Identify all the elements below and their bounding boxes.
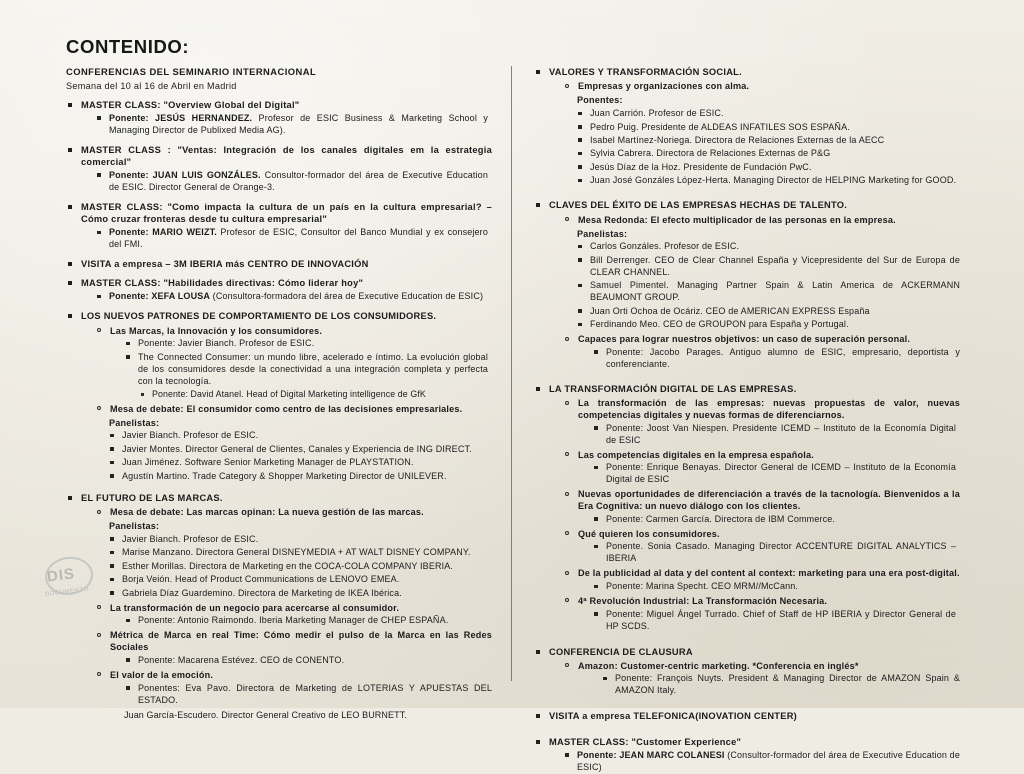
list-item xyxy=(534,736,964,774)
speaker-desc: Ponente: Marina Specht. CEO MRM//McCann. xyxy=(606,581,799,592)
sublist xyxy=(94,170,492,194)
square-bullet-icon xyxy=(578,245,582,249)
speaker-name: Isabel Martínez-Noriega. Directora de Relaciones Externas de la AECC xyxy=(590,134,885,145)
panelist-name: Carlos Gonzáles. Profesor de ESIC. xyxy=(590,241,740,252)
stamp-text: DIS xyxy=(46,565,76,586)
section-label: LA TRANSFORMACIÓN DIGITAL DE LAS EMPRESAS. xyxy=(549,383,797,394)
square-bullet-icon xyxy=(578,165,582,169)
square-bullet-icon xyxy=(68,314,72,318)
list-item xyxy=(534,710,964,722)
list-item xyxy=(591,514,960,526)
speaker-name: Ponente: JUAN LUIS GONZÁLES. xyxy=(109,169,261,180)
list-item xyxy=(94,325,492,401)
item-label: Métrica de Marca en real Time: Cómo medir el pulso de la Marca en las Redes Sociales xyxy=(110,630,492,653)
square-bullet-icon xyxy=(126,355,130,359)
speaker-desc: Ponente: Jacobo Parages. Antiguo alumno de ESIC, empresario, deportista y conferenciante. xyxy=(606,346,960,369)
list-item xyxy=(107,471,492,483)
list-item xyxy=(562,488,964,526)
circle-bullet-icon xyxy=(565,598,569,602)
item-label: Mesa de debate: El consumidor como centro de las decisiones empresariales. xyxy=(110,403,463,414)
speaker-name: Juan Carrión. Profesor de ESIC. xyxy=(590,108,724,119)
list-item xyxy=(94,113,492,137)
circle-bullet-icon xyxy=(97,510,101,514)
list-item xyxy=(591,541,960,565)
panelist-name: Gabriela Díaz Guardemino. Directora de Marketing de IKEA Ibérica. xyxy=(122,587,402,598)
list-item xyxy=(66,258,496,270)
speaker-desc: Profesor de ESIC, Consultor del Banco Mundial y ex consejero del FMI. xyxy=(109,227,488,250)
square-bullet-icon xyxy=(578,138,582,142)
circle-bullet-icon xyxy=(565,531,569,535)
square-bullet-icon xyxy=(578,152,582,156)
square-bullet-icon xyxy=(68,262,72,266)
square-bullet-icon xyxy=(536,203,540,207)
panelists-label: Panelistas: xyxy=(109,417,160,428)
speaker-desc: Ponente: David Atanel. Head of Digital Marketing intelligence de GfK xyxy=(152,389,426,400)
square-bullet-icon xyxy=(603,677,607,681)
item-label: 4ª Revolución Industrial: La Transformación Necesaria. xyxy=(578,595,828,606)
list-item xyxy=(94,629,496,667)
square-bullet-icon xyxy=(110,551,114,555)
panelist-name: Agustín Martino. Trade Category & Shopper Marketing Director de UNILEVER. xyxy=(122,470,447,481)
item-label: Mesa Redonda: El efecto multiplicador de las personas en la empresa. xyxy=(578,214,896,225)
list-item xyxy=(107,561,496,573)
panelists-label: Panelistas: xyxy=(577,228,628,239)
list-item xyxy=(562,80,964,92)
speaker-desc: Ponentes: Eva Pavo. Directora de Marketing de LOTERIAS Y APUESTAS DEL ESTADO. xyxy=(138,682,492,705)
square-bullet-icon xyxy=(536,387,540,391)
list-item xyxy=(107,457,492,469)
square-bullet-icon xyxy=(110,447,114,451)
speaker-name: Ponente: MARIO WEIZT. xyxy=(109,227,217,238)
circle-bullet-icon xyxy=(565,571,569,575)
sublist xyxy=(562,80,964,92)
sublist xyxy=(94,506,496,518)
list-item xyxy=(591,462,960,486)
square-bullet-icon xyxy=(110,537,114,541)
list-item xyxy=(575,280,964,304)
list-item xyxy=(123,683,496,707)
square-bullet-icon xyxy=(578,112,582,116)
sublist xyxy=(94,291,492,303)
item-label: VISITA a empresa – 3M IBERIA más CENTRO DE INNOVACIÓN xyxy=(81,259,369,270)
square-bullet-icon xyxy=(565,753,569,757)
item-label: Mesa de debate: Las marcas opinan: La nueva gestión de las marcas. xyxy=(110,507,424,518)
circle-bullet-icon xyxy=(565,452,569,456)
panelists-label: Panelistas: xyxy=(109,521,160,532)
column-divider xyxy=(511,66,512,681)
list-item xyxy=(562,595,964,633)
content-columns xyxy=(66,66,970,772)
speaker-desc: Ponente: Javier Bianch. Profesor de ESIC. xyxy=(138,338,315,349)
list-item xyxy=(562,750,964,774)
panelist-name: Borja Veión. Head of Product Communications de LENOVO EMEA. xyxy=(122,574,400,585)
sublist xyxy=(123,615,496,627)
list-item xyxy=(562,214,964,226)
ponentes-list xyxy=(575,108,964,187)
list-item xyxy=(562,397,964,447)
item-label: La transformación de un negocio para acercarse al consumidor. xyxy=(110,602,400,613)
list-item xyxy=(94,602,496,628)
sublist xyxy=(123,338,492,401)
speaker-desc: Ponente: Macarena Estévez. CEO de CONENTO. xyxy=(138,654,345,665)
right-column xyxy=(534,66,964,774)
speaker-desc: Ponente: Miguel Ángel Turrado. Chief of Staff de HP IBERIA y Director General de HP SCDS. xyxy=(606,608,956,631)
sublist xyxy=(591,423,960,447)
list-item xyxy=(591,581,960,593)
list-item xyxy=(66,492,496,723)
speaker-name: Ponente: XEFA LOUSA xyxy=(109,291,211,302)
square-bullet-icon xyxy=(578,179,582,183)
speaker-desc: (Consultor-formador del área de Executive Education de ESIC) xyxy=(577,749,960,772)
left-column xyxy=(66,66,496,722)
square-bullet-icon xyxy=(594,350,598,354)
square-bullet-icon xyxy=(536,650,540,654)
panelist-name: Javier Bianch. Profesor de ESIC. xyxy=(122,533,259,544)
list-item xyxy=(123,655,492,667)
item-label: VISITA a empresa TELEFONICA(INOVATION CENTER) xyxy=(549,711,798,722)
square-bullet-icon xyxy=(594,517,598,521)
section-label: EL FUTURO DE LAS MARCAS. xyxy=(81,492,223,503)
circle-bullet-icon xyxy=(97,328,101,332)
list-item xyxy=(575,108,964,120)
square-bullet-icon xyxy=(126,619,130,623)
item-label: Nuevas oportunidades de diferenciación a través de la tacnología. Bienvenidos a la Era Cognitiva: un nuevo diálogo con los clientes. xyxy=(578,489,960,512)
panelist-name: Samuel Pimentel. Managing Partner Spain & Latin America de ACKERMANN BEAUMONT GROUP. xyxy=(590,280,960,303)
square-bullet-icon xyxy=(578,323,582,327)
sublist xyxy=(562,333,964,371)
square-bullet-icon xyxy=(578,309,582,313)
section-label: LOS NUEVOS PATRONES DE COMPORTAMIENTO DE LOS CONSUMIDORES. xyxy=(81,311,437,322)
item-label: MASTER CLASS: "Customer Experience" xyxy=(549,736,742,747)
list-item xyxy=(575,306,964,318)
sublist xyxy=(591,541,960,565)
sublist xyxy=(94,113,492,137)
speaker-desc: Ponente: Enrique Benayas. Director General de ICEMD – Instituto de la Economía Digital de ESIC xyxy=(606,462,956,485)
ponentes-label: Ponentes: xyxy=(577,95,623,106)
sublist xyxy=(591,609,960,633)
sublist xyxy=(123,683,496,707)
square-bullet-icon xyxy=(126,686,130,690)
list-item xyxy=(66,277,496,303)
sublist xyxy=(591,581,960,593)
list-item xyxy=(107,444,492,456)
panelist-name: Javier Montes. Director General de Clientes, Canales y Experiencia de ING DIRECT. xyxy=(122,443,472,454)
list-item xyxy=(562,660,964,698)
speaker-name: Ponente: JESÚS HERNANDEZ. xyxy=(109,112,253,123)
list-item xyxy=(94,291,492,303)
seminar-subhead: CONFERENCIAS DEL SEMINARIO INTERNACIONAL xyxy=(66,66,317,77)
list-item xyxy=(94,669,496,707)
speaker-desc: Ponente: Antonio Raimondo. Iberia Marketing Manager de CHEP ESPAÑA. xyxy=(138,615,449,626)
item-label: Qué quieren los consumidores. xyxy=(578,528,720,539)
list-item xyxy=(66,99,496,137)
item-label: La transformación de las empresas: nuevas propuestas de valor, nuevas competencias digitales y nuevas formas de diferenciarnos. xyxy=(578,398,960,421)
seminar-dates: Semana del 10 al 16 de Abril en Madrid xyxy=(66,80,237,91)
panelist-name: Juan Jiménez. Software Senior Marketing Manager de PLAYSTATION. xyxy=(122,457,414,468)
circle-bullet-icon xyxy=(565,337,569,341)
circle-bullet-icon xyxy=(97,605,101,609)
sublist xyxy=(94,227,492,251)
list-item xyxy=(534,66,964,187)
section-label: VALORES Y TRANSFORMACIÓN SOCIAL. xyxy=(549,67,742,77)
list-item xyxy=(534,199,964,370)
item-label: El valor de la emoción. xyxy=(110,669,214,680)
page-title: CONTENIDO: xyxy=(66,36,190,57)
item-label: MASTER CLASS: "Habilidades directivas: Cómo liderar hoy" xyxy=(81,278,364,289)
square-bullet-icon xyxy=(97,295,101,299)
list-item xyxy=(66,201,496,251)
circle-bullet-icon xyxy=(97,672,101,676)
speaker-name: Ponente: JEAN MARC COLANESI xyxy=(577,749,725,760)
list-item xyxy=(107,430,492,442)
list-item xyxy=(562,567,964,593)
list-item xyxy=(123,352,492,401)
speaker-name: Sylvia Cabrera. Directora de Relaciones Externas de P&G xyxy=(590,148,831,159)
item-label: MASTER CLASS : "Ventas: Integración de los canales digitales em la estrategia comercial" xyxy=(81,144,492,168)
square-bullet-icon xyxy=(68,205,72,209)
circle-bullet-icon xyxy=(97,406,101,410)
list-item xyxy=(107,588,496,600)
list-item xyxy=(575,241,964,253)
stamp-subtext: DOCUMENTO xyxy=(44,586,89,598)
square-bullet-icon xyxy=(68,148,72,152)
list-item xyxy=(138,389,488,401)
list-item xyxy=(66,144,496,194)
list-item xyxy=(123,615,496,627)
item-label: Empresas y organizaciones con alma. xyxy=(578,81,750,92)
square-bullet-icon xyxy=(594,612,598,616)
list-item xyxy=(591,609,960,633)
list-item xyxy=(94,403,492,415)
sublist xyxy=(94,325,492,415)
speaker-name: Juan José Gonzáles López-Herta. Managing Director de HELPING Marketing for GOOD. xyxy=(590,175,957,186)
list-item xyxy=(575,175,964,187)
sublist xyxy=(138,389,488,401)
list-item xyxy=(107,534,496,546)
square-bullet-icon xyxy=(97,231,101,235)
speaker-name: Pedro Puig. Presidente de ALDEAS INFATILES SOS ESPAÑA. xyxy=(590,121,850,132)
right-list xyxy=(534,66,964,774)
square-bullet-icon xyxy=(578,125,582,129)
square-bullet-icon xyxy=(126,658,130,662)
square-bullet-icon xyxy=(97,116,101,120)
list-item xyxy=(94,170,492,194)
list-item xyxy=(534,646,964,698)
circle-bullet-icon xyxy=(565,492,569,496)
list-item xyxy=(575,162,964,174)
list-item xyxy=(575,255,964,279)
square-bullet-icon xyxy=(68,103,72,107)
list-item xyxy=(575,319,964,331)
square-bullet-icon xyxy=(536,714,540,718)
sublist xyxy=(562,750,964,774)
list-item xyxy=(575,148,964,160)
square-bullet-icon xyxy=(97,173,101,177)
sublist xyxy=(562,660,964,698)
square-bullet-icon xyxy=(110,564,114,568)
square-bullet-icon xyxy=(68,496,72,500)
item-label: MASTER CLASS: "Overview Global del Digital" xyxy=(81,99,300,110)
panelist-name: Juan Orti Ochoa de Ocáriz. CEO de AMERICAN EXPRESS España xyxy=(590,305,870,316)
square-bullet-icon xyxy=(594,545,598,549)
speaker-desc: Profesor de ESIC Business & Marketing School y Managing Director de Publixed Media AG). xyxy=(109,112,488,135)
speaker-desc: Ponente. Sonia Casado. Managing Director ACCENTURE DIGITAL ANALYTICS – IBERIA xyxy=(606,541,956,564)
list-item xyxy=(562,528,964,566)
panelists-list xyxy=(575,241,964,331)
speaker-desc: Ponente: Carmen García. Directora de IBM Commerce. xyxy=(606,513,836,524)
panelists-list xyxy=(107,534,496,600)
item-label: Las competencias digitales en la empresa española. xyxy=(578,449,814,460)
list-item xyxy=(591,347,964,371)
panelists-list xyxy=(107,430,492,482)
sublist xyxy=(591,514,960,526)
speaker-desc: Consultor-formador del área de Executive Education de ESIC. Director General de Orange-3. xyxy=(109,169,488,192)
item-label: Las Marcas, la Innovación y los consumidores. xyxy=(110,325,323,336)
list-item xyxy=(107,574,496,586)
square-bullet-icon xyxy=(578,258,582,262)
list-item xyxy=(94,506,496,518)
sublist xyxy=(94,602,496,707)
extra-speaker: Juan García-Escudero. Director General Creativo de LEO BURNETT. xyxy=(124,710,407,721)
panelist-name: Ferdinando Meo. CEO de GROUPON para España y Portugal. xyxy=(590,319,849,330)
circle-bullet-icon xyxy=(565,84,569,88)
sublist xyxy=(562,397,964,632)
circle-bullet-icon xyxy=(565,663,569,667)
list-item xyxy=(575,122,964,134)
panelist-name: Marise Manzano. Directora General DISNEYMEDIA + AT WALT DISNEY COMPANY. xyxy=(122,547,471,558)
speaker-desc: Ponente: Joost Van Niespen. Presidente ICEMD – Instituto de la Economía Digital de ESIC xyxy=(606,422,956,445)
circle-bullet-icon xyxy=(97,633,101,637)
section-label: CLAVES DEL ÉXITO DE LAS EMPRESAS HECHAS DE TALENTO. xyxy=(549,200,848,211)
list-item xyxy=(575,135,964,147)
circle-bullet-icon xyxy=(565,217,569,221)
square-bullet-icon xyxy=(141,393,144,396)
square-bullet-icon xyxy=(126,342,130,346)
sublist xyxy=(600,673,964,697)
item-desc: The Connected Consumer: un mundo libre, acelerado e íntimo. La evolución global de los consumidores desde la conectividad a una integración completa y perfecta con la tecnología. xyxy=(138,351,488,386)
left-list xyxy=(66,99,496,722)
square-bullet-icon xyxy=(68,281,72,285)
sublist xyxy=(123,655,492,667)
panelist-name: Javier Bianch. Profesor de ESIC. xyxy=(122,430,259,441)
square-bullet-icon xyxy=(578,284,582,288)
item-label: MASTER CLASS: "Como impacta la cultura de un país en la cultura empresarial? – Cómo cruzar fronteras desde tu cultura empresarial" xyxy=(81,201,492,225)
square-bullet-icon xyxy=(536,70,540,74)
section-label: CONFERENCIA DE CLAUSURA xyxy=(549,646,693,657)
sublist xyxy=(591,462,960,486)
item-label: Capaces para lograr nuestros objetivos: un caso de superación personal. xyxy=(578,334,911,345)
list-item xyxy=(562,333,964,371)
square-bullet-icon xyxy=(536,740,540,744)
list-item xyxy=(591,423,960,447)
item-label: De la publicidad al data y del content al context: marketing para una era post-digital. xyxy=(578,568,960,579)
sublist xyxy=(562,214,964,226)
list-item xyxy=(94,227,492,251)
speaker-desc: Ponente: François Nuyts. President & Managing Director de AMAZON Spain & AMAZON Italy. xyxy=(615,673,960,696)
square-bullet-icon xyxy=(110,474,114,478)
square-bullet-icon xyxy=(594,585,598,589)
list-item xyxy=(123,338,492,350)
square-bullet-icon xyxy=(110,591,114,595)
square-bullet-icon xyxy=(110,578,114,582)
sublist xyxy=(591,347,964,371)
list-item xyxy=(66,310,496,483)
panelist-name: Bill Derrenger. CEO de Clear Channel España y Vicepresidente del Sur de Europa de CLEAR CHANNEL. xyxy=(590,254,960,277)
panelist-name: Esther Morillas. Directora de Marketing en the COCA-COLA COMPANY IBERIA. xyxy=(122,560,454,571)
list-item xyxy=(534,383,964,633)
square-bullet-icon xyxy=(594,466,598,470)
speaker-desc: (Consultora-formadora del área de Executive Education de ESIC) xyxy=(210,291,484,302)
square-bullet-icon xyxy=(594,426,598,430)
square-bullet-icon xyxy=(110,434,114,438)
item-label: Amazon: Customer-centric marketing. *Conferencia en inglés* xyxy=(578,660,859,671)
speaker-name: Jesús Díaz de la Hoz. Presidente de Fundación PwC. xyxy=(590,161,812,172)
list-item xyxy=(562,449,964,487)
circle-bullet-icon xyxy=(565,401,569,405)
list-item xyxy=(600,673,964,697)
list-item xyxy=(107,547,496,559)
square-bullet-icon xyxy=(110,461,114,465)
